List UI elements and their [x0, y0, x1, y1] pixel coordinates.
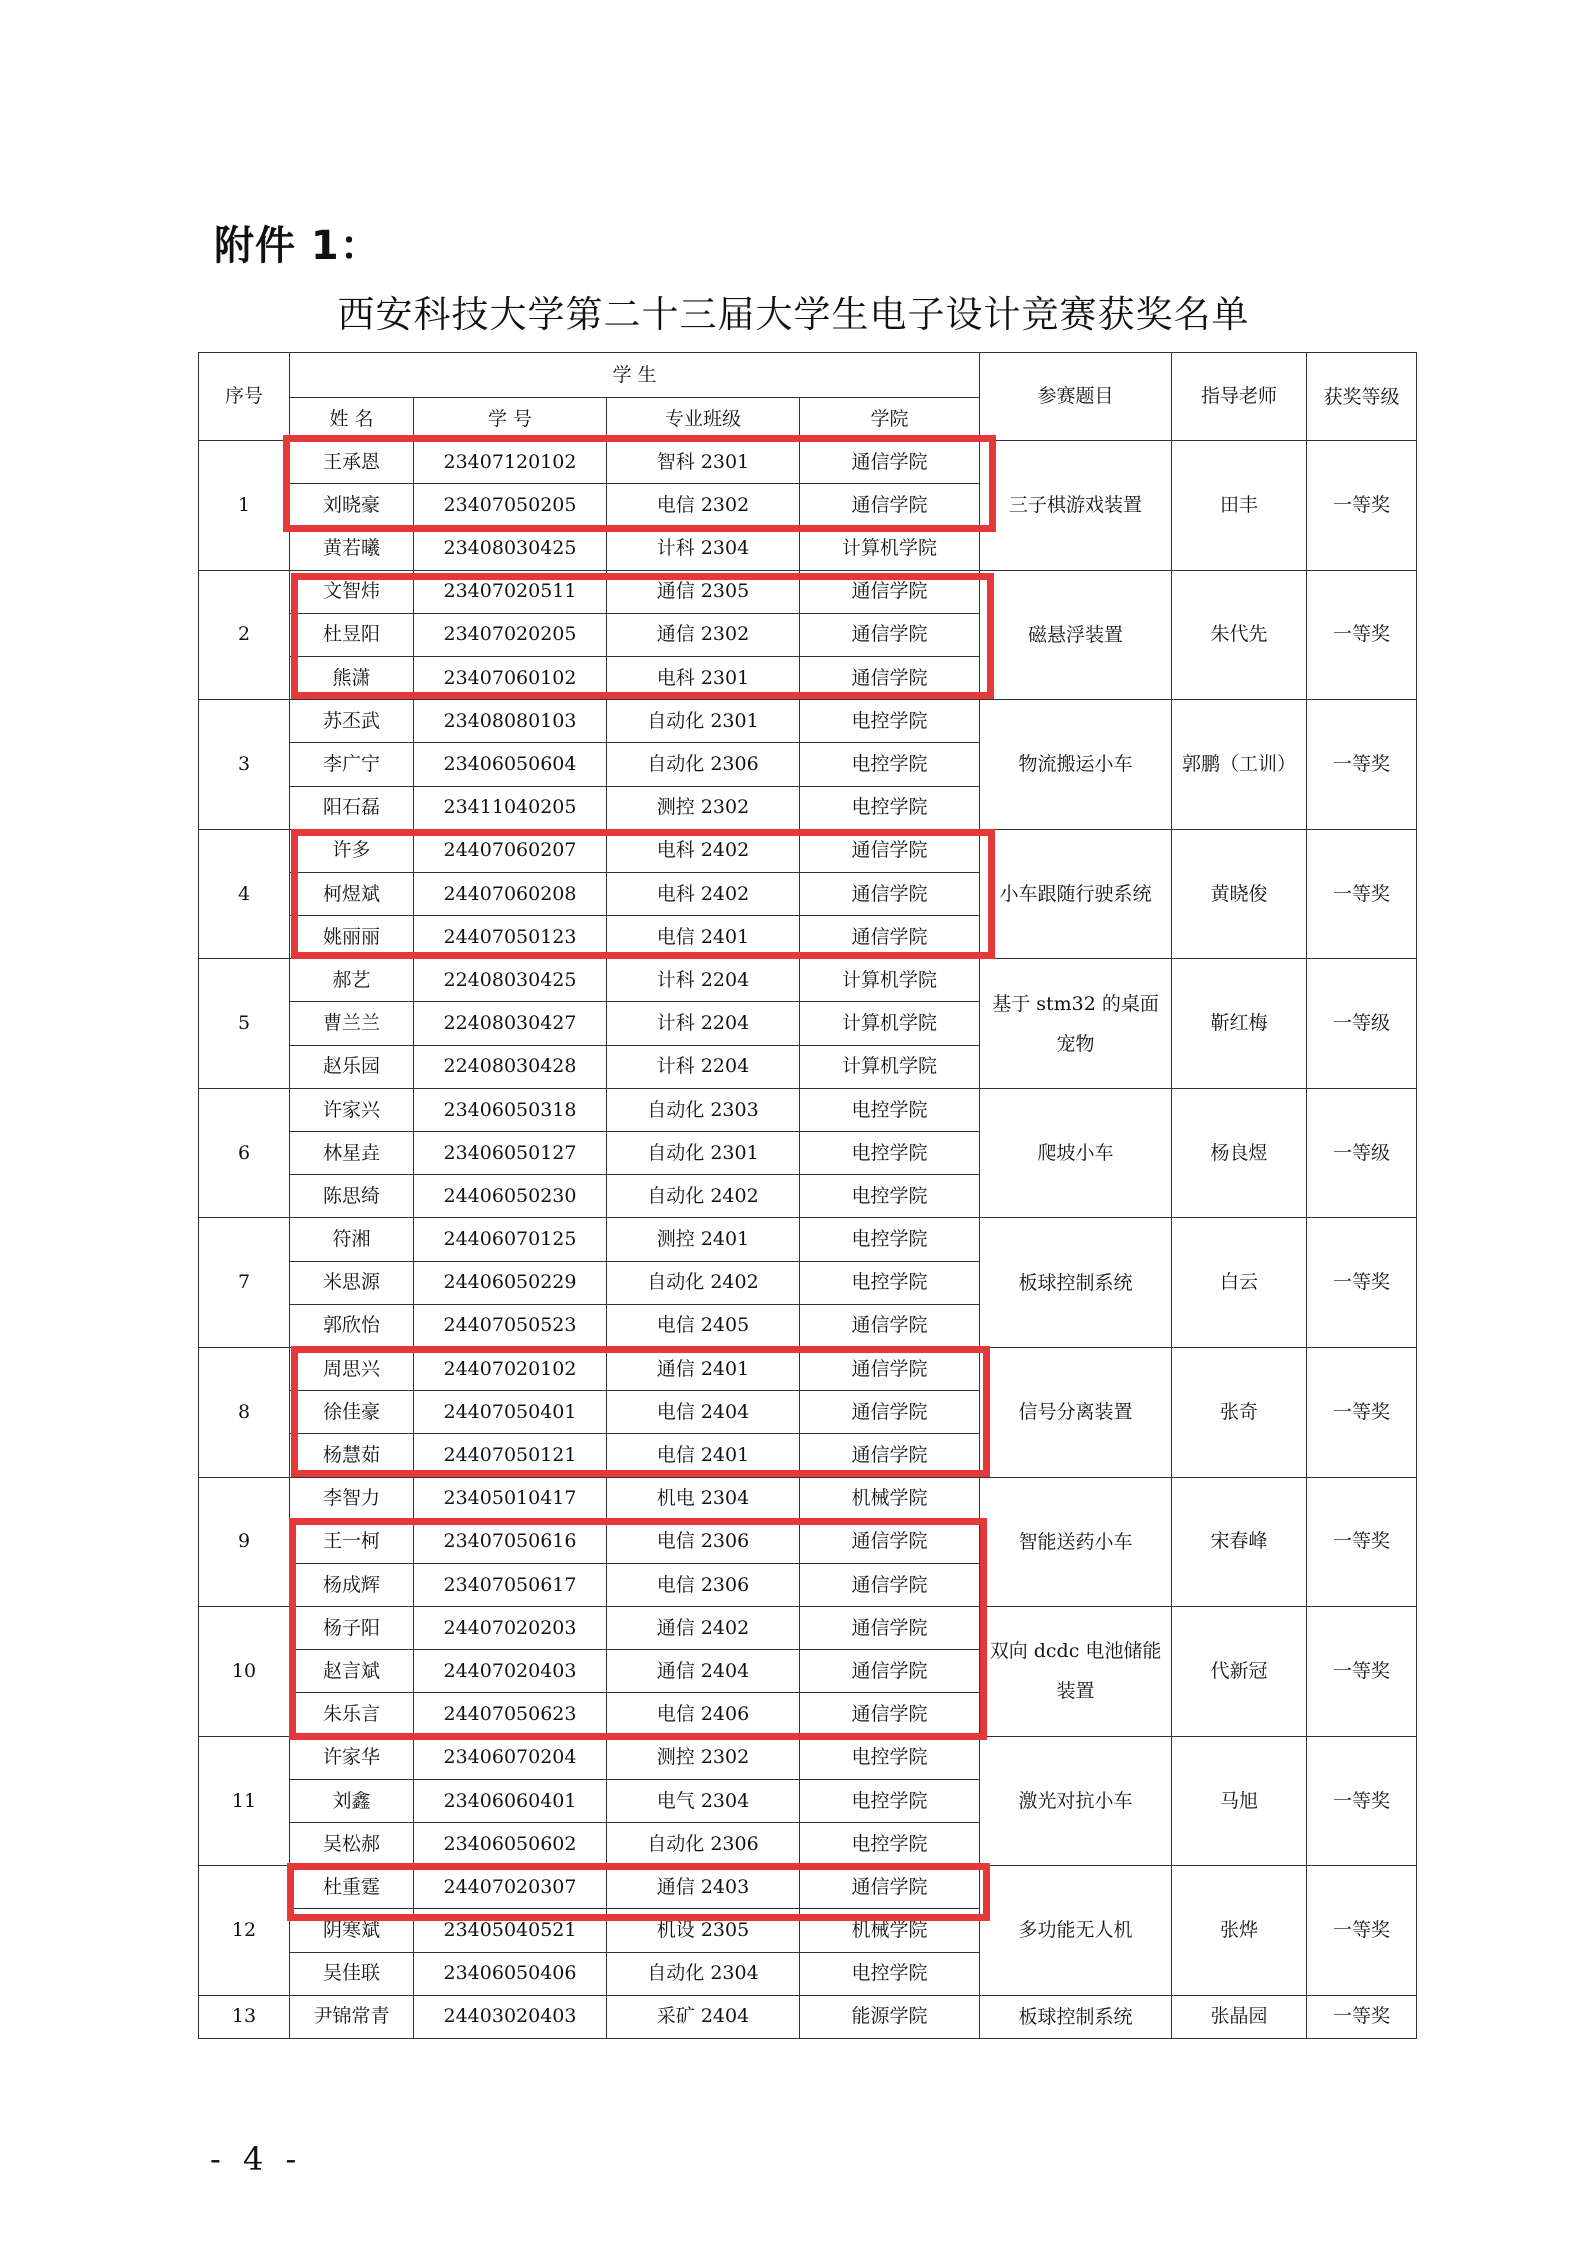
student-id: 23407020511 — [414, 570, 607, 613]
student-id: 24407050121 — [414, 1434, 607, 1477]
advisor-name: 张奇 — [1172, 1347, 1307, 1477]
student-class: 电科 2402 — [607, 829, 800, 872]
student-name: 郭欣怡 — [290, 1304, 414, 1347]
student-id: 24407020102 — [414, 1347, 607, 1390]
student-id: 24407050401 — [414, 1391, 607, 1434]
student-class: 自动化 2306 — [607, 1823, 800, 1866]
student-name: 郝艺 — [290, 959, 414, 1002]
project-topic: 双向 dcdc 电池储能装置 — [980, 1607, 1172, 1737]
project-topic: 板球控制系统 — [980, 1218, 1172, 1348]
award-level: 一等奖 — [1307, 570, 1417, 700]
student-college: 计算机学院 — [800, 1045, 980, 1088]
table-row — [199, 829, 1417, 872]
advisor-name: 朱代先 — [1172, 570, 1307, 700]
student-college: 通信学院 — [800, 1866, 980, 1909]
group-index: 10 — [199, 1607, 290, 1737]
award-level: 一等奖 — [1307, 829, 1417, 959]
student-name: 苏丕武 — [290, 700, 414, 743]
student-id: 24407020403 — [414, 1650, 607, 1693]
student-id: 23407060102 — [414, 656, 607, 699]
student-class: 自动化 2306 — [607, 743, 800, 786]
student-class: 通信 2404 — [607, 1650, 800, 1693]
project-topic: 多功能无人机 — [980, 1866, 1172, 1996]
group-index: 12 — [199, 1866, 290, 1996]
header-student-id: 学 号 — [414, 398, 607, 441]
student-name: 杜昱阳 — [290, 613, 414, 656]
advisor-name: 郭鹏（工训） — [1172, 700, 1307, 830]
student-name: 阳石磊 — [290, 786, 414, 829]
advisor-name: 白云 — [1172, 1218, 1307, 1348]
student-class: 通信 2403 — [607, 1866, 800, 1909]
student-id: 23407050616 — [414, 1520, 607, 1563]
student-id: 23408080103 — [414, 700, 607, 743]
student-class: 电信 2306 — [607, 1563, 800, 1606]
student-class: 电信 2405 — [607, 1304, 800, 1347]
student-id: 24407050523 — [414, 1304, 607, 1347]
student-id: 23411040205 — [414, 786, 607, 829]
student-class: 通信 2401 — [607, 1347, 800, 1390]
student-class: 电信 2401 — [607, 916, 800, 959]
student-name: 许家兴 — [290, 1088, 414, 1131]
student-name: 符湘 — [290, 1218, 414, 1261]
student-college: 通信学院 — [800, 1304, 980, 1347]
advisor-name: 黄晓俊 — [1172, 829, 1307, 959]
award-level: 一等奖 — [1307, 1218, 1417, 1348]
student-id: 23407120102 — [414, 441, 607, 484]
award-level: 一等奖 — [1307, 1477, 1417, 1607]
student-college: 通信学院 — [800, 484, 980, 527]
project-topic: 信号分离装置 — [980, 1347, 1172, 1477]
header-advisor: 指导老师 — [1172, 353, 1307, 441]
student-id: 24406050229 — [414, 1261, 607, 1304]
student-class: 通信 2402 — [607, 1607, 800, 1650]
header-student-group: 学 生 — [290, 353, 980, 398]
student-class: 自动化 2301 — [607, 700, 800, 743]
advisor-name: 代新冠 — [1172, 1607, 1307, 1737]
student-class: 自动化 2402 — [607, 1175, 800, 1218]
group-index: 7 — [199, 1218, 290, 1348]
student-college: 电控学院 — [800, 1952, 980, 1995]
student-id: 24407060207 — [414, 829, 607, 872]
student-college: 通信学院 — [800, 1563, 980, 1606]
student-college: 电控学院 — [800, 1088, 980, 1131]
student-name: 李广宁 — [290, 743, 414, 786]
student-id: 23408030425 — [414, 527, 607, 570]
award-level: 一等级 — [1307, 959, 1417, 1089]
student-id: 23407050205 — [414, 484, 607, 527]
student-name: 吴松郝 — [290, 1823, 414, 1866]
header-index: 序号 — [199, 353, 290, 441]
student-college: 通信学院 — [800, 441, 980, 484]
student-class: 计科 2304 — [607, 527, 800, 570]
student-college: 计算机学院 — [800, 959, 980, 1002]
award-level: 一等奖 — [1307, 1866, 1417, 1996]
student-id: 23407050617 — [414, 1563, 607, 1606]
project-topic: 基于 stm32 的桌面宠物 — [980, 959, 1172, 1089]
student-college: 电控学院 — [800, 1779, 980, 1822]
student-name: 杨慧茹 — [290, 1434, 414, 1477]
table-row — [199, 1218, 1417, 1261]
student-class: 电科 2301 — [607, 656, 800, 699]
student-id: 23407020205 — [414, 613, 607, 656]
student-college: 能源学院 — [800, 1995, 980, 2038]
group-index: 4 — [199, 829, 290, 959]
student-name: 周思兴 — [290, 1347, 414, 1390]
student-college: 电控学院 — [800, 700, 980, 743]
table-row — [199, 700, 1417, 743]
student-class: 电信 2401 — [607, 1434, 800, 1477]
advisor-name: 杨良煜 — [1172, 1088, 1307, 1218]
student-id: 24406070125 — [414, 1218, 607, 1261]
student-name: 杨成辉 — [290, 1563, 414, 1606]
student-id: 23406050602 — [414, 1823, 607, 1866]
student-name: 徐佳豪 — [290, 1391, 414, 1434]
student-name: 柯煜斌 — [290, 872, 414, 915]
award-level: 一等奖 — [1307, 1607, 1417, 1737]
group-index: 11 — [199, 1736, 290, 1866]
student-class: 通信 2305 — [607, 570, 800, 613]
student-name: 许家华 — [290, 1736, 414, 1779]
student-name: 阴寒斌 — [290, 1909, 414, 1952]
project-topic: 小车跟随行驶系统 — [980, 829, 1172, 959]
student-college: 通信学院 — [800, 1520, 980, 1563]
student-name: 杜重霆 — [290, 1866, 414, 1909]
group-index: 3 — [199, 700, 290, 830]
advisor-name: 靳红梅 — [1172, 959, 1307, 1089]
student-college: 机械学院 — [800, 1477, 980, 1520]
award-level: 一等级 — [1307, 1088, 1417, 1218]
student-name: 吴佳联 — [290, 1952, 414, 1995]
student-name: 杨子阳 — [290, 1607, 414, 1650]
student-name: 熊潇 — [290, 656, 414, 699]
student-class: 机设 2305 — [607, 1909, 800, 1952]
document-title: 西安科技大学第二十三届大学生电子设计竞赛获奖名单 — [337, 293, 1250, 336]
table-row — [199, 1866, 1417, 1909]
student-name: 尹锦常青 — [290, 1995, 414, 2038]
student-class: 自动化 2301 — [607, 1132, 800, 1175]
student-id: 23405010417 — [414, 1477, 607, 1520]
student-college: 电控学院 — [800, 1261, 980, 1304]
student-class: 电信 2404 — [607, 1391, 800, 1434]
group-index: 1 — [199, 441, 290, 571]
student-id: 23406070204 — [414, 1736, 607, 1779]
student-id: 22408030427 — [414, 1002, 607, 1045]
student-class: 自动化 2303 — [607, 1088, 800, 1131]
table-row — [199, 570, 1417, 613]
group-index: 9 — [199, 1477, 290, 1607]
group-index: 13 — [199, 1995, 290, 2038]
student-college: 通信学院 — [800, 829, 980, 872]
student-class: 测控 2401 — [607, 1218, 800, 1261]
table-row — [199, 441, 1417, 484]
award-level: 一等奖 — [1307, 1736, 1417, 1866]
advisor-name: 张烨 — [1172, 1866, 1307, 1996]
student-college: 通信学院 — [800, 1607, 980, 1650]
student-college: 计算机学院 — [800, 527, 980, 570]
student-class: 机电 2304 — [607, 1477, 800, 1520]
table-row — [199, 1607, 1417, 1650]
advisor-name: 张晶园 — [1172, 1995, 1307, 2038]
student-name: 刘鑫 — [290, 1779, 414, 1822]
student-class: 电信 2406 — [607, 1693, 800, 1736]
student-college: 电控学院 — [800, 1823, 980, 1866]
student-class: 自动化 2402 — [607, 1261, 800, 1304]
student-college: 通信学院 — [800, 1347, 980, 1390]
student-class: 采矿 2404 — [607, 1995, 800, 2038]
student-id: 24406050230 — [414, 1175, 607, 1218]
student-class: 智科 2301 — [607, 441, 800, 484]
student-class: 电科 2402 — [607, 872, 800, 915]
student-name: 刘晓豪 — [290, 484, 414, 527]
table-row — [199, 1736, 1417, 1779]
student-id: 24407060208 — [414, 872, 607, 915]
student-college: 通信学院 — [800, 613, 980, 656]
award-level: 一等奖 — [1307, 1347, 1417, 1477]
student-college: 计算机学院 — [800, 1002, 980, 1045]
attachment-label: 附件 1： — [214, 223, 381, 269]
project-topic: 物流搬运小车 — [980, 700, 1172, 830]
student-id: 22408030428 — [414, 1045, 607, 1088]
group-index: 2 — [199, 570, 290, 700]
group-index: 5 — [199, 959, 290, 1089]
student-class: 电信 2302 — [607, 484, 800, 527]
student-class: 自动化 2304 — [607, 1952, 800, 1995]
student-college: 通信学院 — [800, 1693, 980, 1736]
student-name: 文智炜 — [290, 570, 414, 613]
student-id: 24407020203 — [414, 1607, 607, 1650]
student-class: 电信 2306 — [607, 1520, 800, 1563]
awards-table — [198, 352, 1417, 2039]
student-name: 米思源 — [290, 1261, 414, 1304]
student-class: 测控 2302 — [607, 786, 800, 829]
student-id: 23405040521 — [414, 1909, 607, 1952]
header-college: 学院 — [800, 398, 980, 441]
student-college: 电控学院 — [800, 1132, 980, 1175]
project-topic: 板球控制系统 — [980, 1995, 1172, 2038]
student-college: 机械学院 — [800, 1909, 980, 1952]
project-topic: 磁悬浮装置 — [980, 570, 1172, 700]
advisor-name: 宋春峰 — [1172, 1477, 1307, 1607]
student-name: 黄若曦 — [290, 527, 414, 570]
group-index: 6 — [199, 1088, 290, 1218]
student-id: 24407050623 — [414, 1693, 607, 1736]
student-id: 22408030425 — [414, 959, 607, 1002]
student-name: 李智力 — [290, 1477, 414, 1520]
awards-body — [199, 441, 1417, 2039]
student-college: 通信学院 — [800, 656, 980, 699]
student-id: 23406050127 — [414, 1132, 607, 1175]
student-name: 朱乐言 — [290, 1693, 414, 1736]
header-award-level: 获奖等级 — [1307, 353, 1417, 441]
table-row — [199, 1088, 1417, 1131]
student-name: 林星垚 — [290, 1132, 414, 1175]
award-level: 一等奖 — [1307, 700, 1417, 830]
header-topic: 参赛题目 — [980, 353, 1172, 441]
student-college: 电控学院 — [800, 1218, 980, 1261]
student-college: 通信学院 — [800, 916, 980, 959]
student-class: 通信 2302 — [607, 613, 800, 656]
header-class: 专业班级 — [607, 398, 800, 441]
table-row — [199, 959, 1417, 1002]
student-college: 通信学院 — [800, 1650, 980, 1693]
student-name: 陈思绮 — [290, 1175, 414, 1218]
student-name: 曹兰兰 — [290, 1002, 414, 1045]
student-id: 23406060401 — [414, 1779, 607, 1822]
student-class: 计科 2204 — [607, 959, 800, 1002]
student-name: 王一柯 — [290, 1520, 414, 1563]
student-college: 电控学院 — [800, 786, 980, 829]
student-class: 电气 2304 — [607, 1779, 800, 1822]
table-row — [199, 1477, 1417, 1520]
student-name: 赵乐园 — [290, 1045, 414, 1088]
student-id: 23406050604 — [414, 743, 607, 786]
student-name: 许多 — [290, 829, 414, 872]
group-index: 8 — [199, 1347, 290, 1477]
student-id: 24407050123 — [414, 916, 607, 959]
student-class: 计科 2204 — [607, 1002, 800, 1045]
student-id: 23406050406 — [414, 1952, 607, 1995]
student-id: 24403020403 — [414, 1995, 607, 2038]
student-name: 赵言斌 — [290, 1650, 414, 1693]
student-id: 23406050318 — [414, 1088, 607, 1131]
project-topic: 激光对抗小车 — [980, 1736, 1172, 1866]
student-class: 测控 2302 — [607, 1736, 800, 1779]
table-row — [199, 1347, 1417, 1390]
project-topic: 智能送药小车 — [980, 1477, 1172, 1607]
student-name: 姚丽丽 — [290, 916, 414, 959]
advisor-name: 田丰 — [1172, 441, 1307, 571]
student-id: 24407020307 — [414, 1866, 607, 1909]
award-level: 一等奖 — [1307, 1995, 1417, 2038]
student-college: 通信学院 — [800, 1434, 980, 1477]
student-college: 电控学院 — [800, 1736, 980, 1779]
student-name: 王承恩 — [290, 441, 414, 484]
table-row — [199, 1995, 1417, 2038]
student-college: 电控学院 — [800, 1175, 980, 1218]
award-level: 一等奖 — [1307, 441, 1417, 571]
student-college: 通信学院 — [800, 872, 980, 915]
advisor-name: 马旭 — [1172, 1736, 1307, 1866]
project-topic: 爬坡小车 — [980, 1088, 1172, 1218]
student-college: 通信学院 — [800, 1391, 980, 1434]
project-topic: 三子棋游戏装置 — [980, 441, 1172, 571]
student-college: 电控学院 — [800, 743, 980, 786]
student-college: 通信学院 — [800, 570, 980, 613]
header-name: 姓 名 — [290, 398, 414, 441]
page-number: - 4 - — [210, 2140, 303, 2178]
student-class: 计科 2204 — [607, 1045, 800, 1088]
